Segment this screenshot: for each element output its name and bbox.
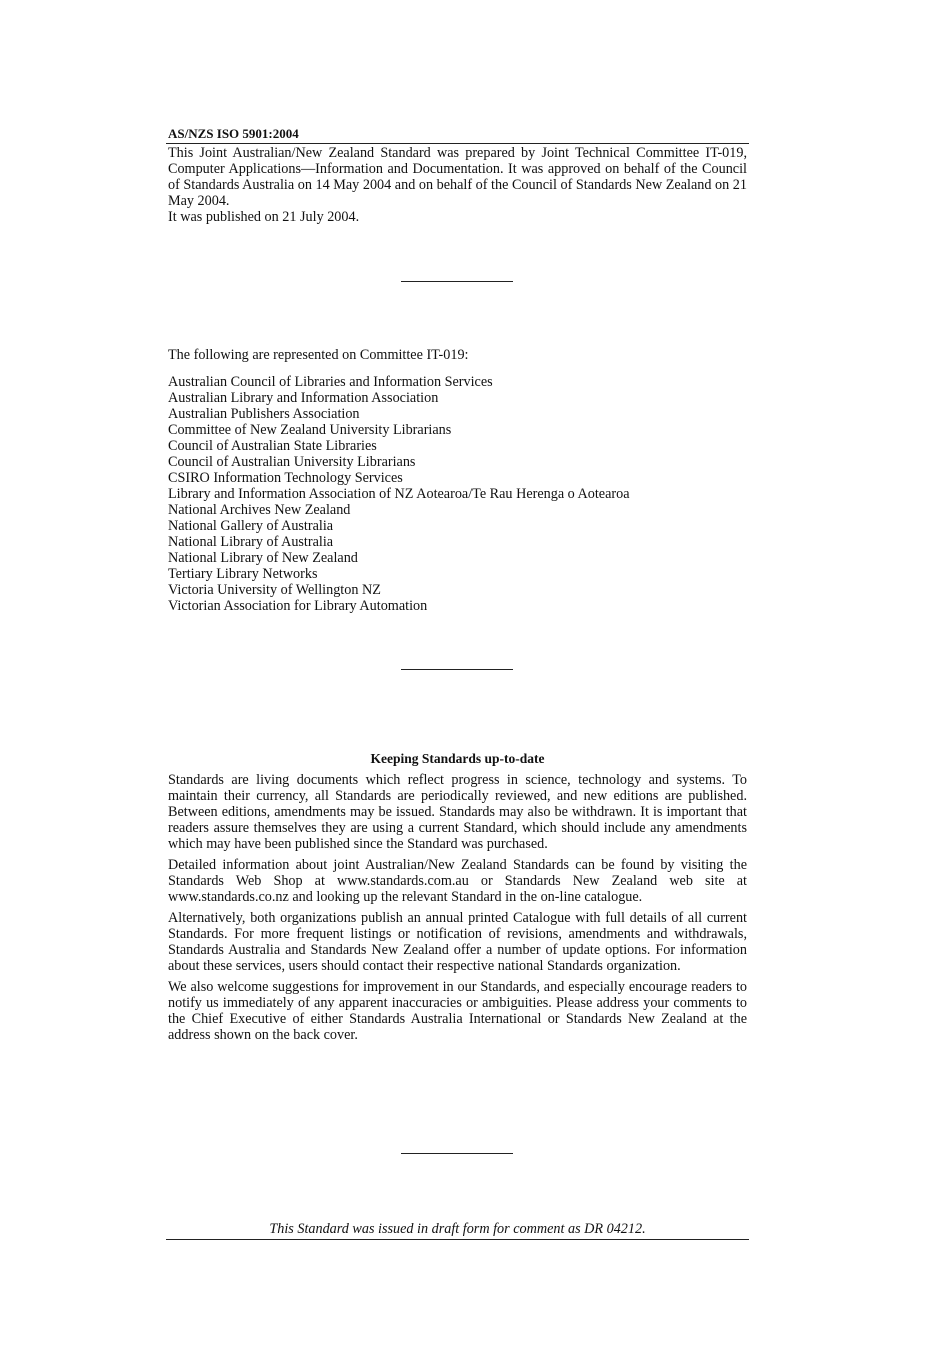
header-rule — [166, 143, 749, 144]
committee-member: Australian Publishers Association — [168, 406, 360, 422]
committee-intro: The following are represented on Committee IT-019: — [168, 347, 469, 363]
committee-member: National Library of New Zealand — [168, 550, 358, 566]
preparation-statement: This Joint Australian/New Zealand Standard was prepared by Joint Technical Committee IT-019, Computer Applications—Information and Documentation. It was approved on behalf of the Council of Standards Australia on 14 May 2004 and on behalf of the Council of Standards New Zealand on 21 May 2004. — [168, 145, 747, 209]
committee-member: Australian Council of Libraries and Information Services — [168, 374, 493, 390]
section-divider — [401, 1153, 513, 1154]
paragraph: Alternatively, both organizations publish an annual printed Catalogue with full details of all current Standards. For more frequent listings or notification of revisions, amendments and withdrawals, Standards Australia and Standards New Zealand offer a number of update options. For information about these services, users should contact their respective national Standards organization. — [168, 910, 747, 974]
footer-rule — [166, 1239, 749, 1240]
committee-member: Library and Information Association of NZ Aotearoa/Te Rau Herenga o Aotearoa — [168, 486, 630, 502]
committee-member: CSIRO Information Technology Services — [168, 470, 403, 486]
section-divider — [401, 669, 513, 670]
committee-member: Council of Australian State Libraries — [168, 438, 377, 454]
paragraph: We also welcome suggestions for improvement in our Standards, and especially encourage readers to notify us immediately of any apparent inaccuracies or ambiguities. Please address your comments to the Chief Executive of either Standards Australia International or Standards New Zealand at the address shown on the back cover. — [168, 979, 747, 1043]
committee-member: National Gallery of Australia — [168, 518, 334, 534]
committee-member: Tertiary Library Networks — [168, 566, 318, 582]
committee-member: Australian Library and Information Association — [168, 390, 439, 406]
paragraph: Detailed information about joint Australian/New Zealand Standards can be found by visiting the Standards Web Shop at www.standards.com.au or Standards New Zealand web site at www.standards.co.nz and looking up the relevant Standard in the on-line catalogue. — [168, 857, 747, 905]
section-divider — [401, 281, 513, 282]
section-title: Keeping Standards up-to-date — [370, 751, 545, 766]
paragraph: Standards are living documents which reflect progress in science, technology and systems. To maintain their currency, all Standards are periodically reviewed, and new editions are published. Between editions, amendments may be issued. Standards may also be withdrawn. It is important that readers assure themselves they are using a current Standard, which should include any amendments which may have been published since the Standard was purchased. — [168, 772, 747, 852]
committee-member: Victoria University of Wellington NZ — [168, 582, 381, 598]
draft-note: This Standard was issued in draft form for comment as DR 04212. — [269, 1221, 646, 1237]
document-page — [168, 0, 747, 1345]
committee-member: National Archives New Zealand — [168, 502, 351, 518]
committee-member: Council of Australian University Librarians — [168, 454, 416, 470]
committee-member: National Library of Australia — [168, 534, 334, 550]
committee-member: Victorian Association for Library Automation — [168, 598, 428, 614]
committee-member-list — [168, 374, 630, 614]
standard-number: AS/NZS ISO 5901:2004 — [168, 126, 299, 141]
keeping-standards-body — [168, 772, 747, 1048]
publication-date: It was published on 21 July 2004. — [168, 209, 360, 225]
committee-member: Committee of New Zealand University Librarians — [168, 422, 452, 438]
